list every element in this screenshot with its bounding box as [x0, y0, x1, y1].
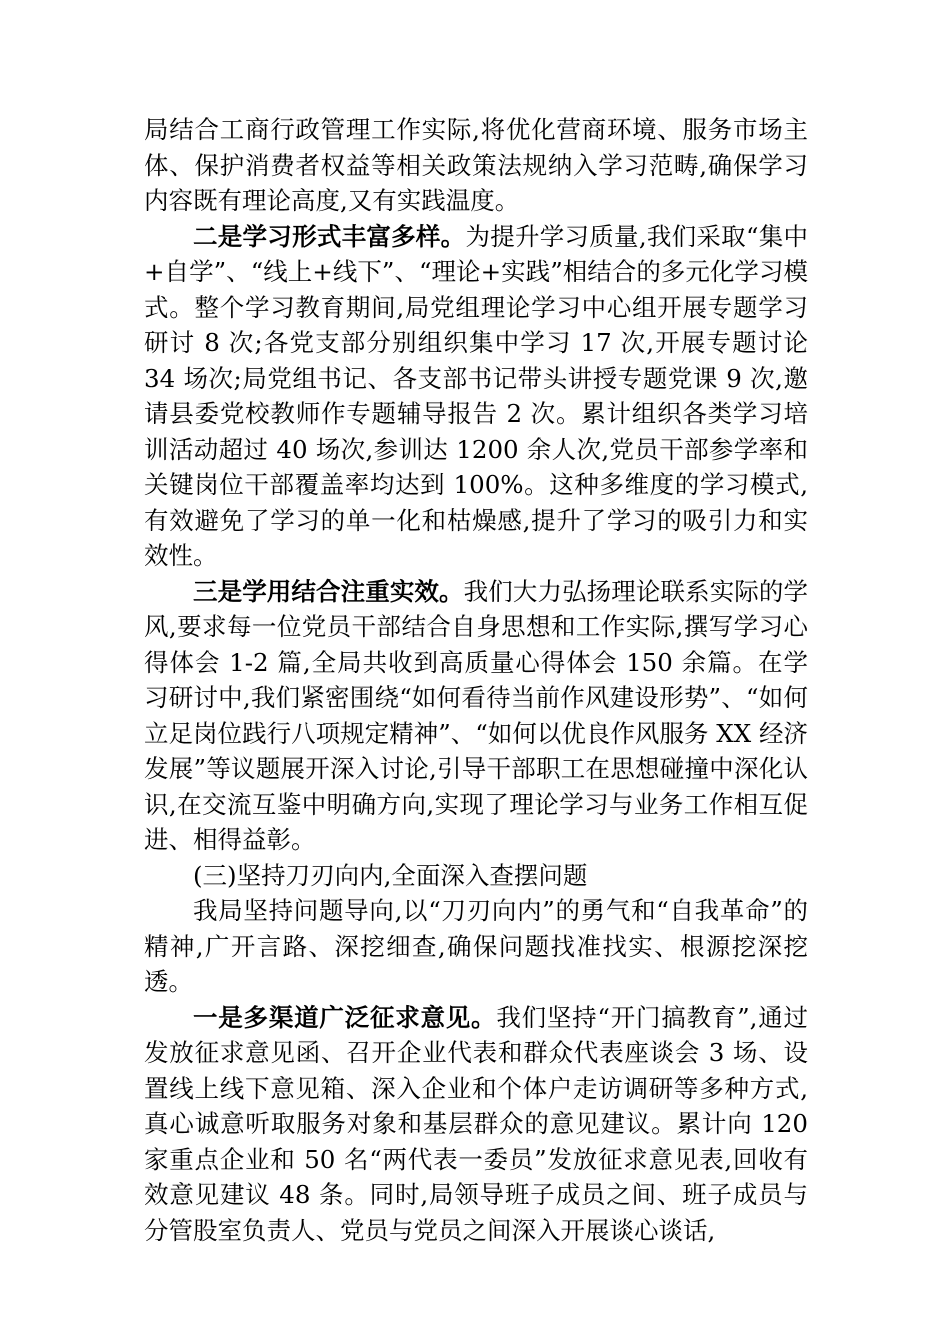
paragraph-6-text: 我们坚持“开门搞教育”,通过发放征求意见函、召开企业代表和群众代表座谈会 3 场、设置线上线下意见箱、深入企业和个体户走访调研等多种方式,真心诚意听取服务对象和基层群众的意见建议。累计向 120 家重点企业和 50 名“两代表一委员”发放征求意见表,回收有效意见建议 48 条。同时,局领导班子成员之间、班子成员与分管股室负责人、党员与党员之间深入开展谈心谈话,: [144, 1002, 808, 1245]
paragraph-3: [144, 574, 808, 858]
paragraph-3-lead: 三是学用结合注重实效。: [193, 576, 464, 606]
paragraph-6: [144, 1000, 808, 1249]
paragraph-1: [144, 112, 808, 219]
paragraph-2-lead: 二是学习形式丰富多样。: [193, 221, 466, 251]
paragraph-6-lead: 一是多渠道广泛征求意见。: [193, 1002, 497, 1032]
paragraph-5-text: 我局坚持问题导向,以“刀刃向内”的勇气和“自我革命”的精神,广开言路、深挖细查,确保问题找准找实、根源挖深挖透。: [144, 896, 808, 996]
document-page: [144, 112, 808, 1248]
section-heading: [144, 858, 808, 894]
paragraph-3-text: 我们大力弘扬理论联系实际的学风,要求每一位党员干部结合自身思想和工作实际,撰写学习心得体会 1-2 篇,全局共收到高质量心得体会 150 余篇。在学习研讨中,我们紧密围绕“如何看待当前作风建设形势”、“如何立足岗位践行八项规定精神”、“如何以优良作风服务 XX 经济发展”等议题展开深入讨论,引导干部职工在思想碰撞中深化认识,在交流互鉴中明确方向,实现了理论学习与业务工作相互促进、相得益彰。: [144, 576, 809, 854]
paragraph-2: [144, 219, 808, 574]
paragraph-5: [144, 893, 808, 1000]
paragraph-1-text: 局结合工商行政管理工作实际,将优化营商环境、服务市场主体、保护消费者权益等相关政策法规纳入学习范畴,确保学习内容既有理论高度,又有实践温度。: [144, 115, 808, 215]
section-heading-text: (三)坚持刀刃向内,全面深入查摆问题: [193, 860, 588, 890]
paragraph-2-text: 为提升学习质量,我们采取“集中+自学”、“线上+线下”、“理论+实践”相结合的多元化学习模式。整个学习教育期间,局党组理论学习中心组开展专题学习研讨 8 次;各党支部分别组织集中学习 17 次,开展专题讨论 34 场次;局党组书记、各支部书记带头讲授专题党课 9 次,邀请县委党校教师作专题辅导报告 2 次。累计组织各类学习培训活动超过 40 场次,参训达 1200 余人次,党员干部参学率和关键岗位干部覆盖率均达到 100%。这种多维度的学习模式,有效避免了学习的单一化和枯燥感,提升了学习的吸引力和实效性。: [144, 221, 809, 570]
